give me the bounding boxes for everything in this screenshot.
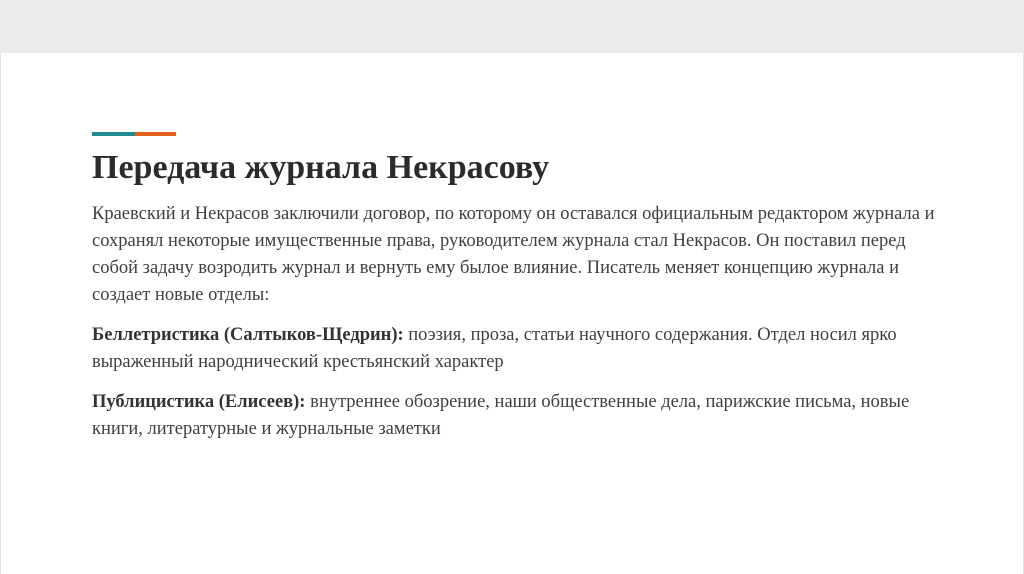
journalism-paragraph (92, 389, 952, 443)
intro-paragraph (92, 201, 952, 309)
journalism-heading: Публицистика (Елисеев): (92, 392, 306, 412)
slide-body (92, 201, 952, 443)
intro-text: Краевский и Некрасов заключили договор, по которому он оставался официальным редактором журнала и сохранял некоторые имущественные права, руководителем журнала стал Некрасов. Он поставил перед собой задачу возродить журнал и вернуть ему былое влияние. Писатель меняет концепцию журнала и создает новые отделы: (92, 204, 935, 305)
belles-lettres-text: поэзия, проза, статьи научного содержания. Отдел носил ярко выраженный народнический крестьянский характер (92, 325, 897, 372)
title-accent-orange (135, 132, 176, 136)
title-accent-teal (92, 132, 135, 136)
belles-lettres-heading: Беллетристика (Салтыков-Щедрин): (92, 325, 404, 345)
journalism-text: внутреннее обозрение, наши общественные дела, парижские письма, новые книги, литературные и журнальные заметки (92, 392, 910, 439)
slide-title: Передача журнала Некрасову (92, 149, 550, 186)
belles-lettres-paragraph (92, 322, 952, 376)
